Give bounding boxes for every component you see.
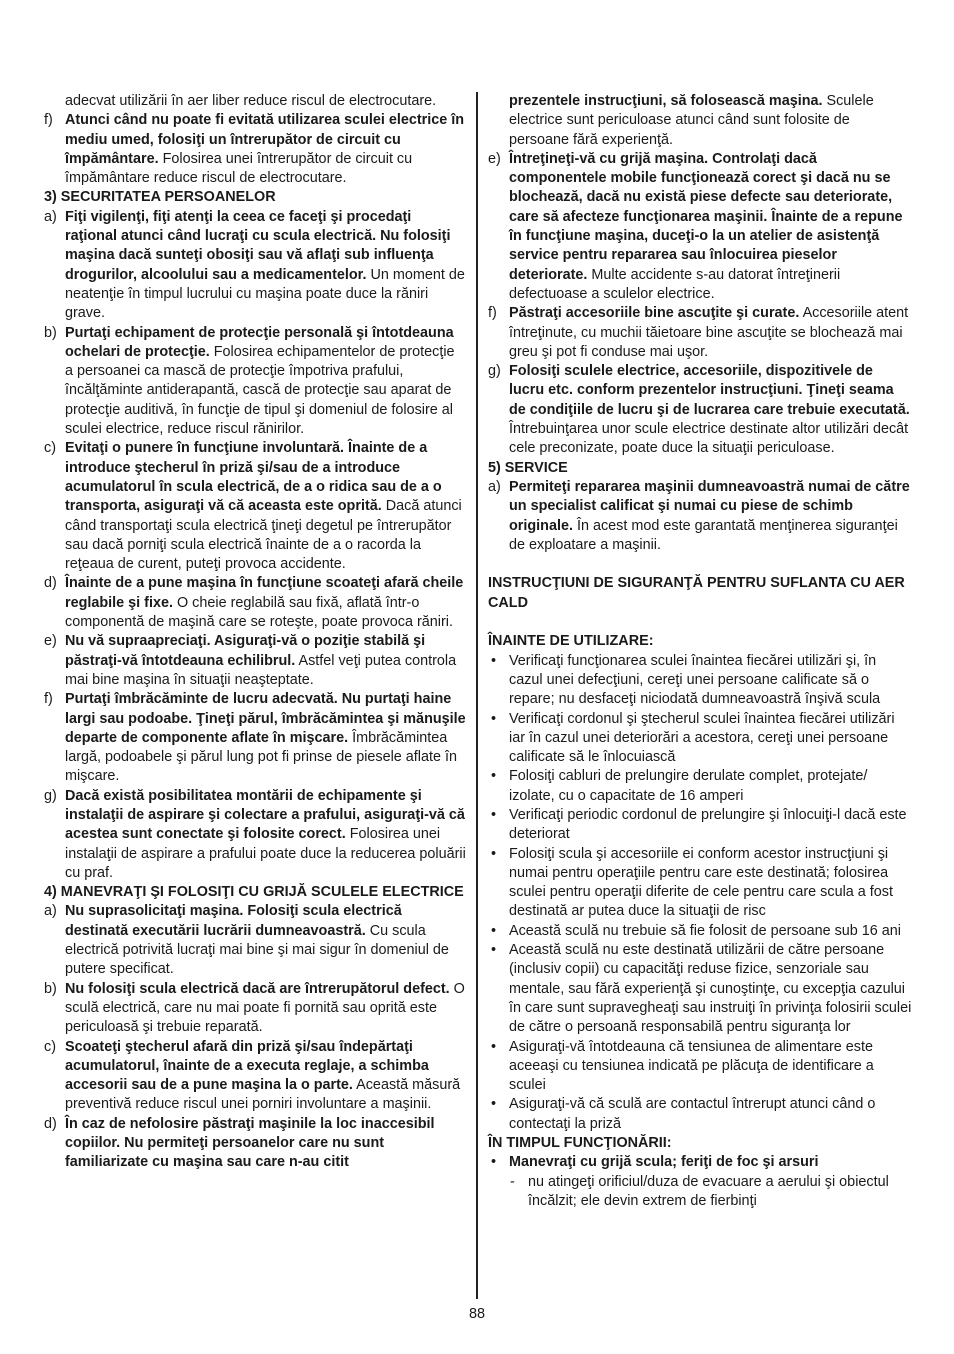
item-bold-text: Purtaţi echipament de protecţie personală şi întotdeauna ochelari de protecţie. bbox=[65, 324, 454, 360]
list-item bbox=[488, 362, 912, 458]
item-bold-text: În caz de nefolosire păstraţi maşinile la loc inaccesibil copiilor. Nu permiteţi persoanelor care nu sunt familiarizate cu maşina sau care n-au citit bbox=[65, 1115, 435, 1171]
item-text: Multe accidente s-au datorat întreţinerii defectuoase a sculelor electrice. bbox=[509, 266, 841, 302]
item-text: O sculă electrică, care nu mai poate fi pornită sau oprită este periculoasă şi trebuie reparată. bbox=[65, 980, 465, 1036]
item-bold-text: Înainte de a pune maşina în funcţiune scoateţi afară cheile reglabile şi fixe. bbox=[65, 575, 464, 611]
section-heading: INSTRUCŢIUNI DE SIGURANŢĂ PENTRU SUFLANTA CU AER CALD bbox=[488, 575, 905, 611]
section-heading: 3) SECURITATEA PERSOANELOR bbox=[44, 189, 276, 206]
item-text: Verificaţi cordonul şi ştecherul sculei înaintea fiecărei utilizări iar în cazul unei deteriorări a acestora, cereţi unei persoane calificate să le înlocuiască bbox=[509, 710, 895, 766]
item-label: b) bbox=[44, 980, 57, 997]
item-text: Întrebuinţarea unor scule electrice destinate altor utilizări decât cele preconizate, poate duce la situaţii periculoase. bbox=[509, 421, 909, 457]
section-heading: 5) SERVICE bbox=[488, 459, 568, 476]
bullet-item bbox=[488, 845, 912, 922]
item-bold-text: Purtaţi îmbrăcăminte de lucru adecvată. Nu purtaţi haine largi sau podoabe. Ţineţi părul, îmbrăcămintea şi mănuşile departe de componente aflate în mişcare. bbox=[65, 691, 466, 746]
item-label: a) bbox=[488, 478, 501, 495]
list-item bbox=[488, 478, 912, 555]
item-label: f) bbox=[44, 691, 53, 708]
item-label: a) bbox=[44, 903, 57, 920]
item-text: Folosiţi cabluri de prelungire derulate complet, protejate/ izolate, cu o capacitate de 16 amperi bbox=[509, 768, 868, 804]
item-text: Folosirea echipamentelor de protecţie a persoanei ca mască de protecţie împotriva prafului, încălţăminte antiderapantă, cască de protecţie sau aparat de protecţie auditivă, în funcţie de tipul şi domeniul de folosire al sculei electrice, reduce riscul rănirilor. bbox=[65, 343, 455, 438]
item-text: Această sculă nu este destinată utilizării de către persoane (inclusiv copii) cu capacităţi reduse fizice, senzoriale sau mentale, sau fără experienţă şi cunoştinţe, cu excepţia cazului în care sunt supravegheaţi sau instruiţi în privinţa folosirii sculei de către o persoană responsabilă pentru siguranţa lor bbox=[509, 942, 912, 1036]
item-text: Această sculă nu trebuie să fie folosit de persoane sub 16 ani bbox=[509, 922, 901, 939]
item-bold-text: Atunci când nu poate fi evitată utilizarea sculei electrice în mediu umed, folosiţi un întrerupător de circuit cu împământare. bbox=[65, 112, 465, 167]
section-heading: ÎN TIMPUL FUNCŢIONĂRII: bbox=[488, 1135, 672, 1152]
item-text: Sculele electrice sunt periculoase atunci când sunt folosite de persoane fără experienţă. bbox=[509, 93, 874, 148]
item-bold-text: Manevraţi cu grijă scula; feriţi de foc şi arsuri bbox=[509, 1154, 819, 1171]
item-label: g) bbox=[488, 363, 501, 380]
item-bold-text: prezentele instrucţiuni, să folosească maşina. bbox=[509, 93, 823, 109]
item-label: • bbox=[491, 922, 497, 939]
item-label: • bbox=[491, 942, 497, 959]
sub-item bbox=[488, 1173, 912, 1212]
bullet-item bbox=[488, 806, 912, 845]
list-item bbox=[44, 111, 466, 188]
column-divider bbox=[476, 92, 478, 1299]
item-text: Astfel veţi putea controla mai bine maşina în situaţii neaşteptate. bbox=[65, 652, 457, 688]
section-heading: ÎNAINTE DE UTILIZARE: bbox=[488, 633, 654, 650]
item-text: Îmbrăcămintea largă, podoabele şi părul lung pot fi prinse de piesele aflate în mişcare. bbox=[65, 729, 458, 785]
item-label: • bbox=[491, 1096, 497, 1113]
item-bold-text: Dacă există posibilitatea montării de echipamente şi instalaţii de aspirare şi colectare a prafului, asiguraţi-vă că acestea sunt conectate şi folosite corect. bbox=[65, 787, 465, 843]
list-item bbox=[44, 324, 466, 440]
item-label: e) bbox=[488, 150, 501, 167]
item-bold-text: Folosiţi sculele electrice, accesoriile, dispozitivele de lucru etc. conform prezentelor instrucţiuni. Ţineţi seama de condiţiile de lucru şi de lucrarea care trebuie executată. bbox=[509, 363, 910, 418]
item-text: Verificaţi funcţionarea sculei înaintea fiecărei utilizări şi, în cazul unei defecţiuni, cereţi unei persoane calificate să o repare; nu desfaceţi niciodată dumneavoastră înşivă scula bbox=[509, 652, 881, 708]
item-text: adecvat utilizării în aer liber reduce riscul de electrocutare. bbox=[65, 93, 437, 109]
item-label: c) bbox=[44, 1038, 56, 1055]
item-text: Cu scula electrică potrivită lucraţi mai bine şi mai sigur în domeniul de putere specificat. bbox=[65, 922, 449, 978]
bullet-item bbox=[488, 1038, 912, 1096]
item-bold-text: Scoateţi ştecherul afară din priză şi/sau îndepărtaţi acumulatorul, înainte de a executa reglaje, a schimba accesorii sau de a pune maşina la o parte. bbox=[65, 1038, 429, 1094]
bullet-item bbox=[488, 1095, 912, 1134]
list-item bbox=[44, 980, 466, 1038]
bullet-item bbox=[488, 652, 912, 710]
item-label: c) bbox=[44, 440, 56, 457]
list-item bbox=[44, 690, 466, 786]
item-bold-text: Nu suprasolicitaţi maşina. Folosiţi scula electrică destinată executării lucrării dumneavoastră. bbox=[65, 903, 402, 939]
item-label: f) bbox=[488, 305, 497, 322]
item-text: O cheie reglabilă sau fixă, aflată într-o componentă de maşină care se roteşte, poate provoca răniri. bbox=[65, 594, 453, 631]
item-label: • bbox=[491, 652, 497, 669]
item-text: nu atingeţi orificiul/duza de evacuare a aerului şi obiectul încălzit; ele devin extrem de fierbinţi bbox=[528, 1173, 889, 1209]
item-label: g) bbox=[44, 787, 57, 804]
bullet-item bbox=[488, 941, 912, 1037]
list-item bbox=[44, 574, 466, 632]
item-bold-text: Nu vă supraapreciaţi. Asiguraţi-vă o poziţie stabilă şi păstraţi-vă întotdeauna echilibrul. bbox=[65, 633, 426, 669]
list-item bbox=[44, 208, 466, 324]
item-label: • bbox=[491, 806, 497, 823]
list-item bbox=[488, 304, 912, 362]
item-label: • bbox=[491, 1038, 497, 1055]
list-item bbox=[44, 632, 466, 690]
item-text: Asiguraţi-vă că sculă are contactul întrerupt atunci când o contectaţi la priză bbox=[509, 1096, 876, 1132]
item-label: • bbox=[491, 768, 497, 785]
item-label: • bbox=[491, 1154, 497, 1171]
bullet-item bbox=[488, 1153, 912, 1172]
list-item bbox=[488, 150, 912, 304]
item-bold-text: Evitaţi o punere în funcţiune involuntară. Înainte de a introduce ştecherul în priză şi/sau de a introduce acumulatorul în scula electrică, de a o ridica sau de a o transporta, asiguraţi vă că aceasta este oprită. bbox=[65, 440, 442, 515]
item-bold-text: Fiţi vigilenţi, fiţi atenţi la ceea ce faceţi şi procedaţi raţional atunci când lucraţi cu scula electrică. Nu folosiţi maşina dacă sunteţi obosiţi sau vă aflaţi sub influenţa drogurilor, alcoolului sau a medicamentelor. bbox=[65, 208, 451, 283]
list-item bbox=[44, 439, 466, 574]
item-label: • bbox=[491, 845, 497, 862]
item-bold-text: Întreţineţi-vă cu grijă maşina. Controlaţi dacă componentele mobile funcţionează corect şi dacă nu se blochează, dacă nu există piese defecte sau deteriorate, care să afecteze funcţionarea maşinii. Înainte de a repune în funcţiune maşina, duceţi-o la un atelier de asistenţă service pentru repararea sau înlocuirea pieselor deteriorate. bbox=[509, 150, 903, 283]
item-text: Dacă atunci când transportaţi scula electrică ţineţi degetul pe întrerupător sau dacă porniţi scula electrică înainte de a o racorda la reţeaua de curent, puteţi provoca accidente. bbox=[65, 498, 462, 573]
item-label: d) bbox=[44, 1115, 57, 1132]
item-bold-text: Nu folosiţi scula electrică dacă are întrerupătorul defect. bbox=[65, 980, 450, 997]
bullet-item bbox=[488, 710, 912, 768]
item-text: Folosiţi scula şi accesoriile ei conform acestor instrucţiuni şi numai pentru operaţiile pentru care este destinată; folosirea sculei pentru operaţii diferite de cele pentru care scula a fost destinată ar putea duce la situaţii de risc bbox=[509, 845, 893, 920]
bullet-item bbox=[488, 767, 912, 806]
item-label: d) bbox=[44, 575, 57, 592]
item-text: Folosirea unei întrerupător de circuit cu împământare reduce riscul de electrocutare. bbox=[65, 150, 413, 187]
item-text: Folosirea unei instalaţii de aspirare a prafului poate duce la reducerea poluării cu praf. bbox=[65, 826, 466, 881]
list-item bbox=[44, 92, 466, 111]
item-text: În acest mod este garantată menţinerea siguranţei de exploatare a maşinii. bbox=[509, 517, 898, 553]
list-item bbox=[44, 1115, 466, 1173]
list-item bbox=[44, 787, 466, 883]
item-text: Această măsură preventivă reduce riscul unei porniri involuntare a maşinii. bbox=[65, 1077, 461, 1113]
item-label: • bbox=[491, 710, 497, 727]
page-number: 88 bbox=[468, 1306, 485, 1322]
right-column bbox=[488, 92, 912, 1211]
bullet-item bbox=[488, 922, 912, 941]
item-bold-text: Permiteţi repararea maşinii dumneavoastră numai de către un specialist calificat şi numai cu piese de schimb originale. bbox=[509, 478, 910, 534]
item-text: Accesoriile atent întreţinute, cu muchii tăietoare bine ascuţite se blochează mai greu şi pot fi conduse mai uşor. bbox=[509, 305, 909, 360]
item-bold-text: Păstraţi accesoriile bine ascuţite şi curate. bbox=[509, 305, 800, 322]
item-text: Asiguraţi-vă întotdeauna că tensiunea de alimentare este aceeaşi cu tensiunea indicată pe plăcuţa de identificare a sculei bbox=[509, 1038, 874, 1094]
section-heading: 4) MANEVRAŢI ŞI FOLOSIŢI CU GRIJĂ SCULELE ELECTRICE bbox=[44, 884, 464, 901]
list-item bbox=[488, 92, 912, 150]
item-label: b) bbox=[44, 324, 57, 341]
list-item bbox=[44, 902, 466, 979]
list-item bbox=[44, 1038, 466, 1115]
item-label: f) bbox=[44, 112, 53, 129]
item-label: a) bbox=[44, 208, 57, 225]
item-label: e) bbox=[44, 633, 57, 650]
left-column bbox=[44, 92, 466, 1173]
item-text: Un moment de neatenţie în timpul lucrului cu maşina poate duce la răniri grave. bbox=[65, 266, 465, 322]
item-text: Verificaţi periodic cordonul de prelungire şi înlocuiţi-l dacă este deteriorat bbox=[509, 806, 907, 843]
item-label: - bbox=[510, 1173, 515, 1190]
